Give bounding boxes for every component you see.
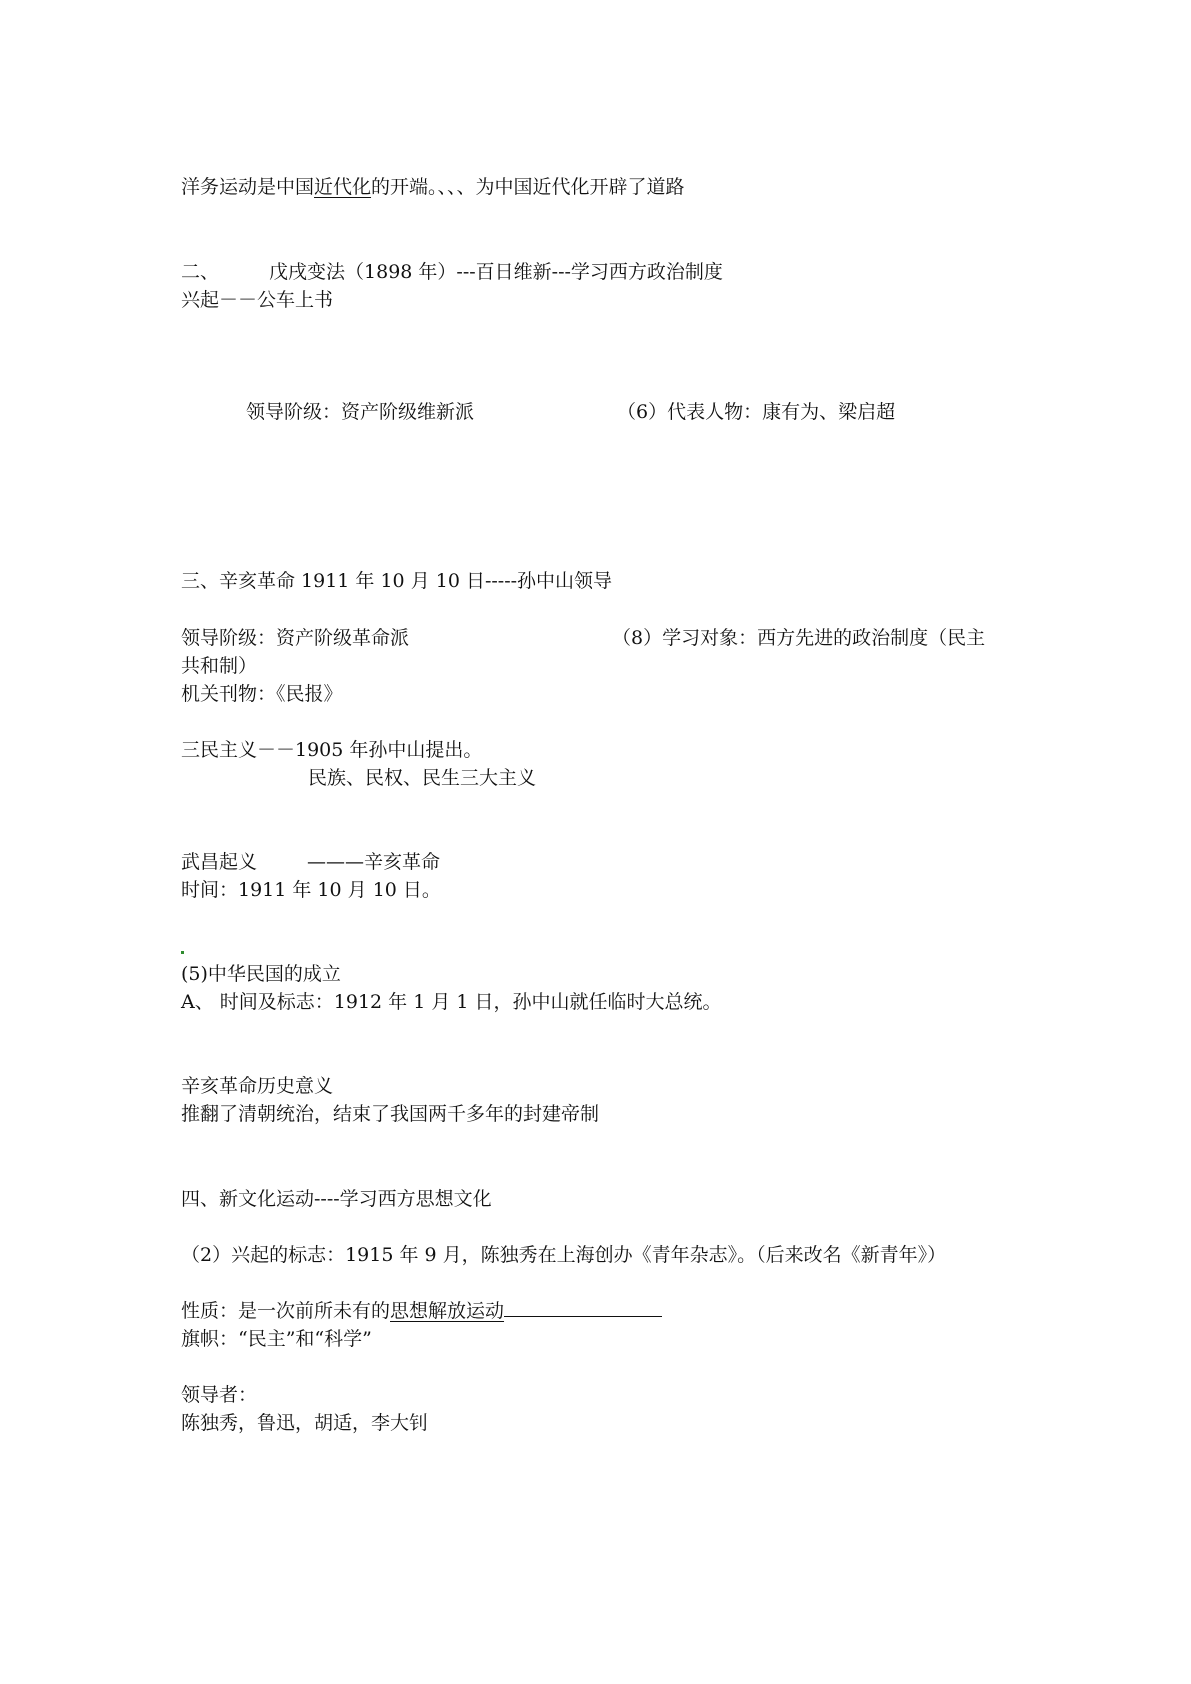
xinhai-study-object-cont: 共和制） xyxy=(181,655,258,677)
wuxu-representatives: （6）代表人物：康有为、梁启超 xyxy=(617,401,896,423)
wuxu-rise: 兴起－－公车上书 xyxy=(181,289,334,311)
significance-text: 推翻了清朝统治，结束了我国两千多年的封建帝制 xyxy=(181,1103,600,1125)
xinhai-study-object: （8）学习对象：西方先进的政治制度（民主 xyxy=(612,627,986,649)
green-dot-mark xyxy=(181,951,184,954)
nature-value: 思想解放运动 xyxy=(390,1300,505,1322)
yangwu-sentence xyxy=(181,175,685,199)
yangwu-text-1: 洋务运动是中国 xyxy=(181,176,315,198)
wuchang-uprising xyxy=(181,850,440,874)
new-culture-leaders-label: 领导者： xyxy=(181,1384,258,1406)
wuchang-label: 武昌起义 xyxy=(181,851,258,873)
fill-in-blank-line xyxy=(504,1315,662,1317)
yangwu-text-2: 的开端。、、、为中国近代化开辟了道路 xyxy=(371,176,685,198)
yangwu-underlined-term: 近代化 xyxy=(314,176,372,198)
new-culture-leaders: 陈独秀，鲁迅，胡适，李大钊 xyxy=(181,1412,429,1434)
new-culture-title: 四、新文化运动----学习西方思想文化 xyxy=(181,1188,492,1210)
roc-item-a: A、 时间及标志：1912 年 1 月 1 日，孙中山就任临时大总统。 xyxy=(181,991,722,1013)
wuchang-time: 时间：1911 年 10 月 10 日。 xyxy=(181,879,441,901)
wuchang-arrow-text: ———辛亥革命 xyxy=(307,851,441,873)
three-principles-detail: 民族、民权、民生三大主义 xyxy=(308,767,537,789)
significance-title: 辛亥革命历史意义 xyxy=(181,1075,334,1097)
new-culture-rise-sign: （2）兴起的标志：1915 年 9 月，陈独秀在上海创办《青年杂志》。（后来改名《新青年》） xyxy=(181,1244,947,1266)
wuxu-leader-class: 领导阶级：资产阶级维新派 xyxy=(246,401,475,423)
xinhai-journal: 机关刊物：《民报》 xyxy=(181,683,343,705)
roc-title: (5)中华民国的成立 xyxy=(181,963,341,985)
new-culture-banner: 旗帜：“民主”和“科学” xyxy=(181,1328,372,1350)
three-principles: 三民主义－－1905 年孙中山提出。 xyxy=(181,739,483,761)
wuxu-heading xyxy=(181,260,723,284)
new-culture-nature xyxy=(181,1299,662,1323)
wuxu-number: 二、 xyxy=(181,261,220,283)
xinhai-title: 三、辛亥革命 1911 年 10 月 10 日-----孙中山领导 xyxy=(181,570,613,592)
xinhai-leader-class: 领导阶级：资产阶级革命派 xyxy=(181,627,410,649)
nature-label: 性质：是一次前所未有的 xyxy=(181,1300,391,1322)
wuxu-title: 戊戌变法（1898 年）---百日维新---学习西方政治制度 xyxy=(269,261,723,283)
